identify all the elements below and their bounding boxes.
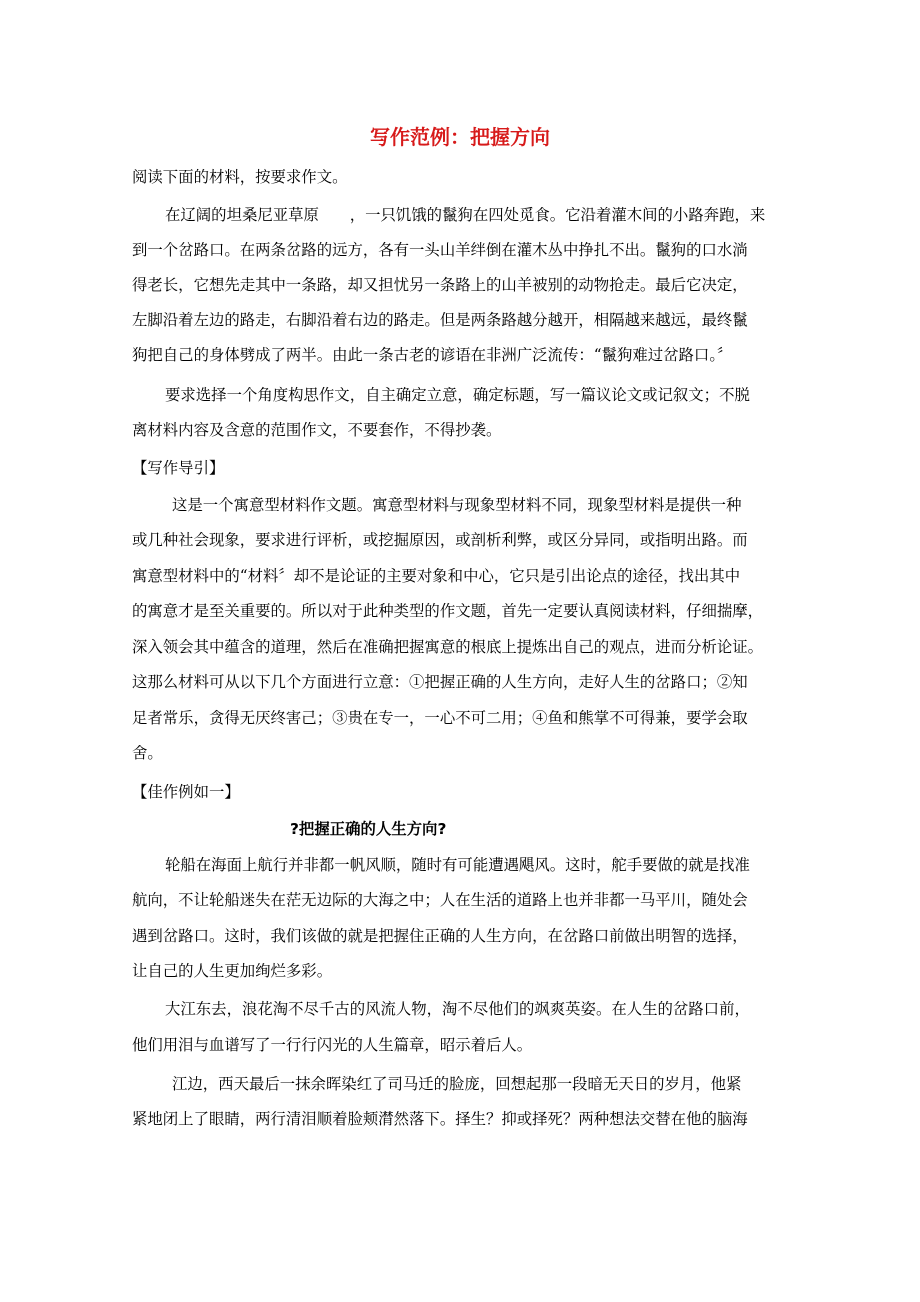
- guide-line: 这那么材料可从以下几个方面进行立意：①把握正确的人生方向，走好人生的岔路口；②知: [132, 673, 748, 691]
- essay-line: 遇到岔路口。这时，我们该做的就是把握住正确的人生方向，在岔路口前做出明智的选择，: [132, 927, 748, 945]
- essay-line: 让自己的人生更加绚烂多彩。: [132, 962, 333, 980]
- guide-line: 的寓意才是至关重要的。所以对于此种类型的作文题，首先一定要认真阅读材料，仔细揣摩，: [132, 602, 764, 620]
- guide-line: 这是一个寓意型材料作文题。寓意型材料与现象型材料不同，现象型材料是提供一种: [172, 496, 742, 514]
- essay-line: 江边，西天最后一抹余晖染红了司马迁的脸庞，回想起那一段暗无天日的岁月，他紧: [172, 1075, 742, 1093]
- material-line: 在辽阔的坦桑尼亚草原 ，一只饥饿的鬣狗在四处觅食。它沿着灌木间的小路奔跑，来: [165, 206, 766, 224]
- material-line: 左脚沿着左边的路走，右脚沿着右边的路走。但是两条路越分越开，相隔越来越远，最终鬣: [132, 311, 748, 329]
- essay-line: 紧地闭上了眼睛，两行清泪顺着脸颊潸然落下。择生？抑或择死？两种想法交替在他的脑海: [132, 1110, 748, 1128]
- guide-line: 足者常乐，贪得无厌终害己；③贵在专一，一心不可二用；④鱼和熊掌不可得兼，要学会取: [132, 709, 748, 727]
- requirement-line: 要求选择一个角度构思作文，自主确定立意，确定标题，写一篇议论文或记叙文；不脱: [165, 386, 750, 404]
- essay-line: 他们用泪与血谱写了一行行闪光的人生篇章，昭示着后人。: [132, 1036, 533, 1054]
- guide-line: 或几种社会现象，要求进行评析，或挖掘原因，或剖析利弊，或区分异同，或指明出路。而: [132, 531, 748, 549]
- essay-title: ?把握正确的人生方向?: [290, 820, 447, 838]
- requirement-line: 离材料内容及含意的范围作文，不要套作，不得抄袭。: [132, 421, 502, 439]
- material-line: 狗把自己的身体劈成了两半。由此一条古老的谚语在非洲广泛流传：“鬣狗难过岔路口。〞: [132, 346, 733, 364]
- essay-line: 轮船在海面上航行并非都一帆风顺，随时有可能遭遇飓风。这时，舵手要做的就是找准: [165, 856, 750, 874]
- example-heading: 【佳作例如一】: [132, 783, 240, 801]
- intro-line: 阅读下面的材料，按要求作文。: [132, 168, 348, 186]
- essay-line: 大江东去，浪花淘不尽千古的风流人物，淘不尽他们的飒爽英姿。在人生的岔路口前，: [165, 1000, 750, 1018]
- material-line: 得老长，它想先走其中一条路，却又担忧另一条路上的山羊被别的动物抢走。最后它决定，: [132, 276, 748, 294]
- guide-heading: 【写作导引】: [132, 459, 225, 477]
- guide-line: 舍。: [132, 744, 163, 762]
- material-line: 到一个岔路口。在两条岔路的远方，各有一头山羊绊倒在灌木丛中挣扎不出。鬣狗的口水淌: [132, 241, 748, 259]
- guide-line: 深入领会其中蕴含的道理，然后在准确把握寓意的根底上提炼出自己的观点，进而分析论证。: [132, 638, 764, 656]
- essay-line: 航向，不让轮船迷失在茫无边际的大海之中；人在生活的道路上也并非都一马平川，随处会: [132, 891, 748, 909]
- document-title: 写作范例：把握方向: [370, 125, 550, 149]
- guide-line: 寓意型材料中的“材料〞却不是论证的主要对象和中心，它只是引出论点的途径，找出其中: [132, 567, 741, 585]
